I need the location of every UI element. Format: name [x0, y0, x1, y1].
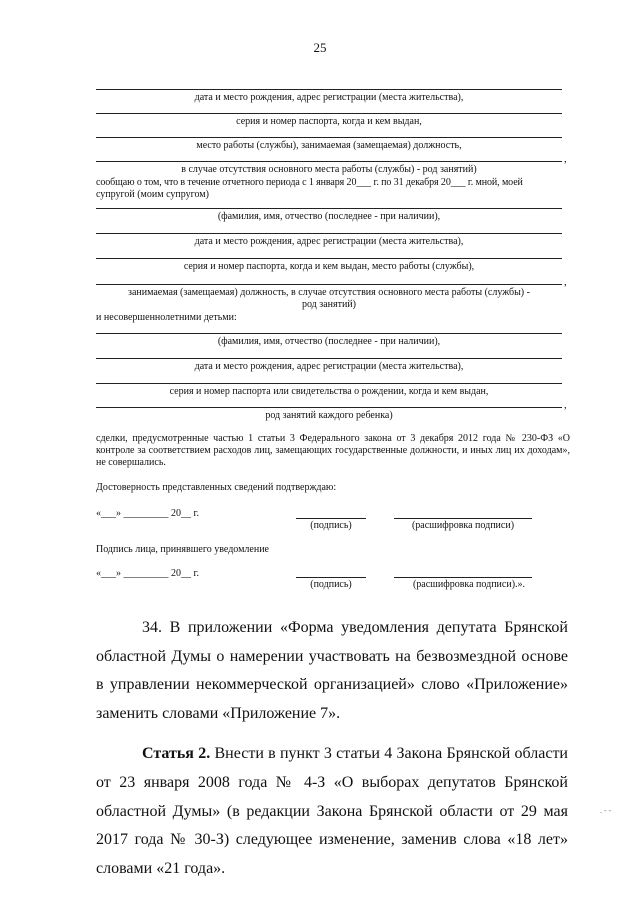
form-caption: серия и номер паспорта, когда и кем выдан, место работы (службы), [183, 261, 475, 272]
inform-text-continued: супругой (моим супругом) [96, 189, 209, 200]
form-line-comma: , [564, 399, 567, 411]
form-blank-line [96, 407, 562, 408]
form-caption: (фамилия, имя, отчество (последнее - при наличии), [217, 211, 441, 222]
form-caption: (фамилия, имя, отчество (последнее - при наличии), [217, 336, 441, 347]
form-blank-line [96, 161, 562, 162]
form-caption: в случае отсутствия основного места работы (службы) - род занятий) [181, 164, 477, 175]
article-2-paragraph [96, 740, 568, 883]
form-blank-line [96, 383, 562, 384]
margin-mark: . - - [600, 806, 612, 815]
date-template: «___» _________ 20__ г. [96, 508, 199, 519]
form-caption: род занятий каждого ребенка) [265, 410, 393, 421]
form-blank-line [96, 233, 562, 234]
paragraph-34: 34. В приложении «Форма уведомления депутата Брянской областной Думы о намерении участвовать на безвозмездной основе в управлении некоммерческой организацией» слово «Приложение» заменить словами «Приложение 7». [96, 619, 568, 722]
article-label: Статья 2. [142, 745, 211, 763]
receiver-text: Подпись лица, принявшего уведомление [96, 544, 269, 555]
decode-caption: (расшифровка подписи) [411, 520, 515, 531]
form-caption: дата и место рождения, адрес регистрации (места жительства), [194, 92, 464, 103]
form-caption: место работы (службы), занимаемая (замещаемая) должность, [196, 140, 462, 151]
form-blank-line [96, 89, 562, 90]
inform-text: сообщаю о том, что в течение отчетного периода с 1 января 20___ г. по 31 декабря 20___ г. мной, моей [96, 177, 523, 188]
decode-line [394, 518, 532, 519]
article-text: Внести в пункт 3 статьи 4 Закона Брянской области от 23 января 2008 года № 4-З «О выборах депутатов Брянской областной Думы» (в редакции Закона Брянской области от 29 мая 2017 года № 30-З) следующее изменение, заменив слова «18 лет» словами «21 года». [96, 745, 568, 877]
form-blank-line [96, 333, 562, 334]
form-line-comma: , [564, 153, 567, 165]
form-caption: дата и место рождения, адрес регистрации (места жительства), [194, 236, 464, 247]
signature-caption: (подпись) [310, 579, 352, 590]
form-blank-line [96, 358, 562, 359]
form-caption: дата и место рождения, адрес регистрации (места жительства), [194, 361, 464, 372]
decode-line [394, 577, 532, 578]
decode-caption-final: (расшифровка подписи).». [412, 579, 526, 590]
form-line-comma: , [564, 276, 567, 288]
form-blank-line [96, 137, 562, 138]
form-caption: занимаемая (замещаемая) должность, в случае отсутствия основного места работы (службы) - [128, 287, 530, 298]
amendment-body [96, 614, 568, 883]
page-number: 25 [313, 40, 327, 55]
children-text: и несовершеннолетними детьми: [96, 312, 237, 323]
form-caption: серия и номер паспорта, когда и кем выдан, [236, 116, 422, 127]
date-template: «___» _________ 20__ г. [96, 568, 199, 579]
form-caption: серия и номер паспорта или свидетельства о рождении, когда и кем выдан, [169, 386, 489, 397]
deals-text: сделки, предусмотренные частью 1 статьи 3 Федерального закона от 3 декабря 2012 года № 230-ФЗ «О контроле за соответствием расходов лиц, замещающих государственные должности, и иных лиц их доходам», не совершались. [96, 433, 570, 468]
signature-caption: (подпись) [310, 520, 352, 531]
form-blank-line [96, 284, 562, 285]
form-blank-line [96, 113, 562, 114]
form-blank-line [96, 208, 562, 209]
signature-line [296, 518, 366, 519]
confirm-text: Достоверность представленных сведений подтверждаю: [96, 482, 337, 493]
form-blank-line [96, 258, 562, 259]
form-caption: род занятий) [301, 299, 357, 310]
signature-line [296, 577, 366, 578]
